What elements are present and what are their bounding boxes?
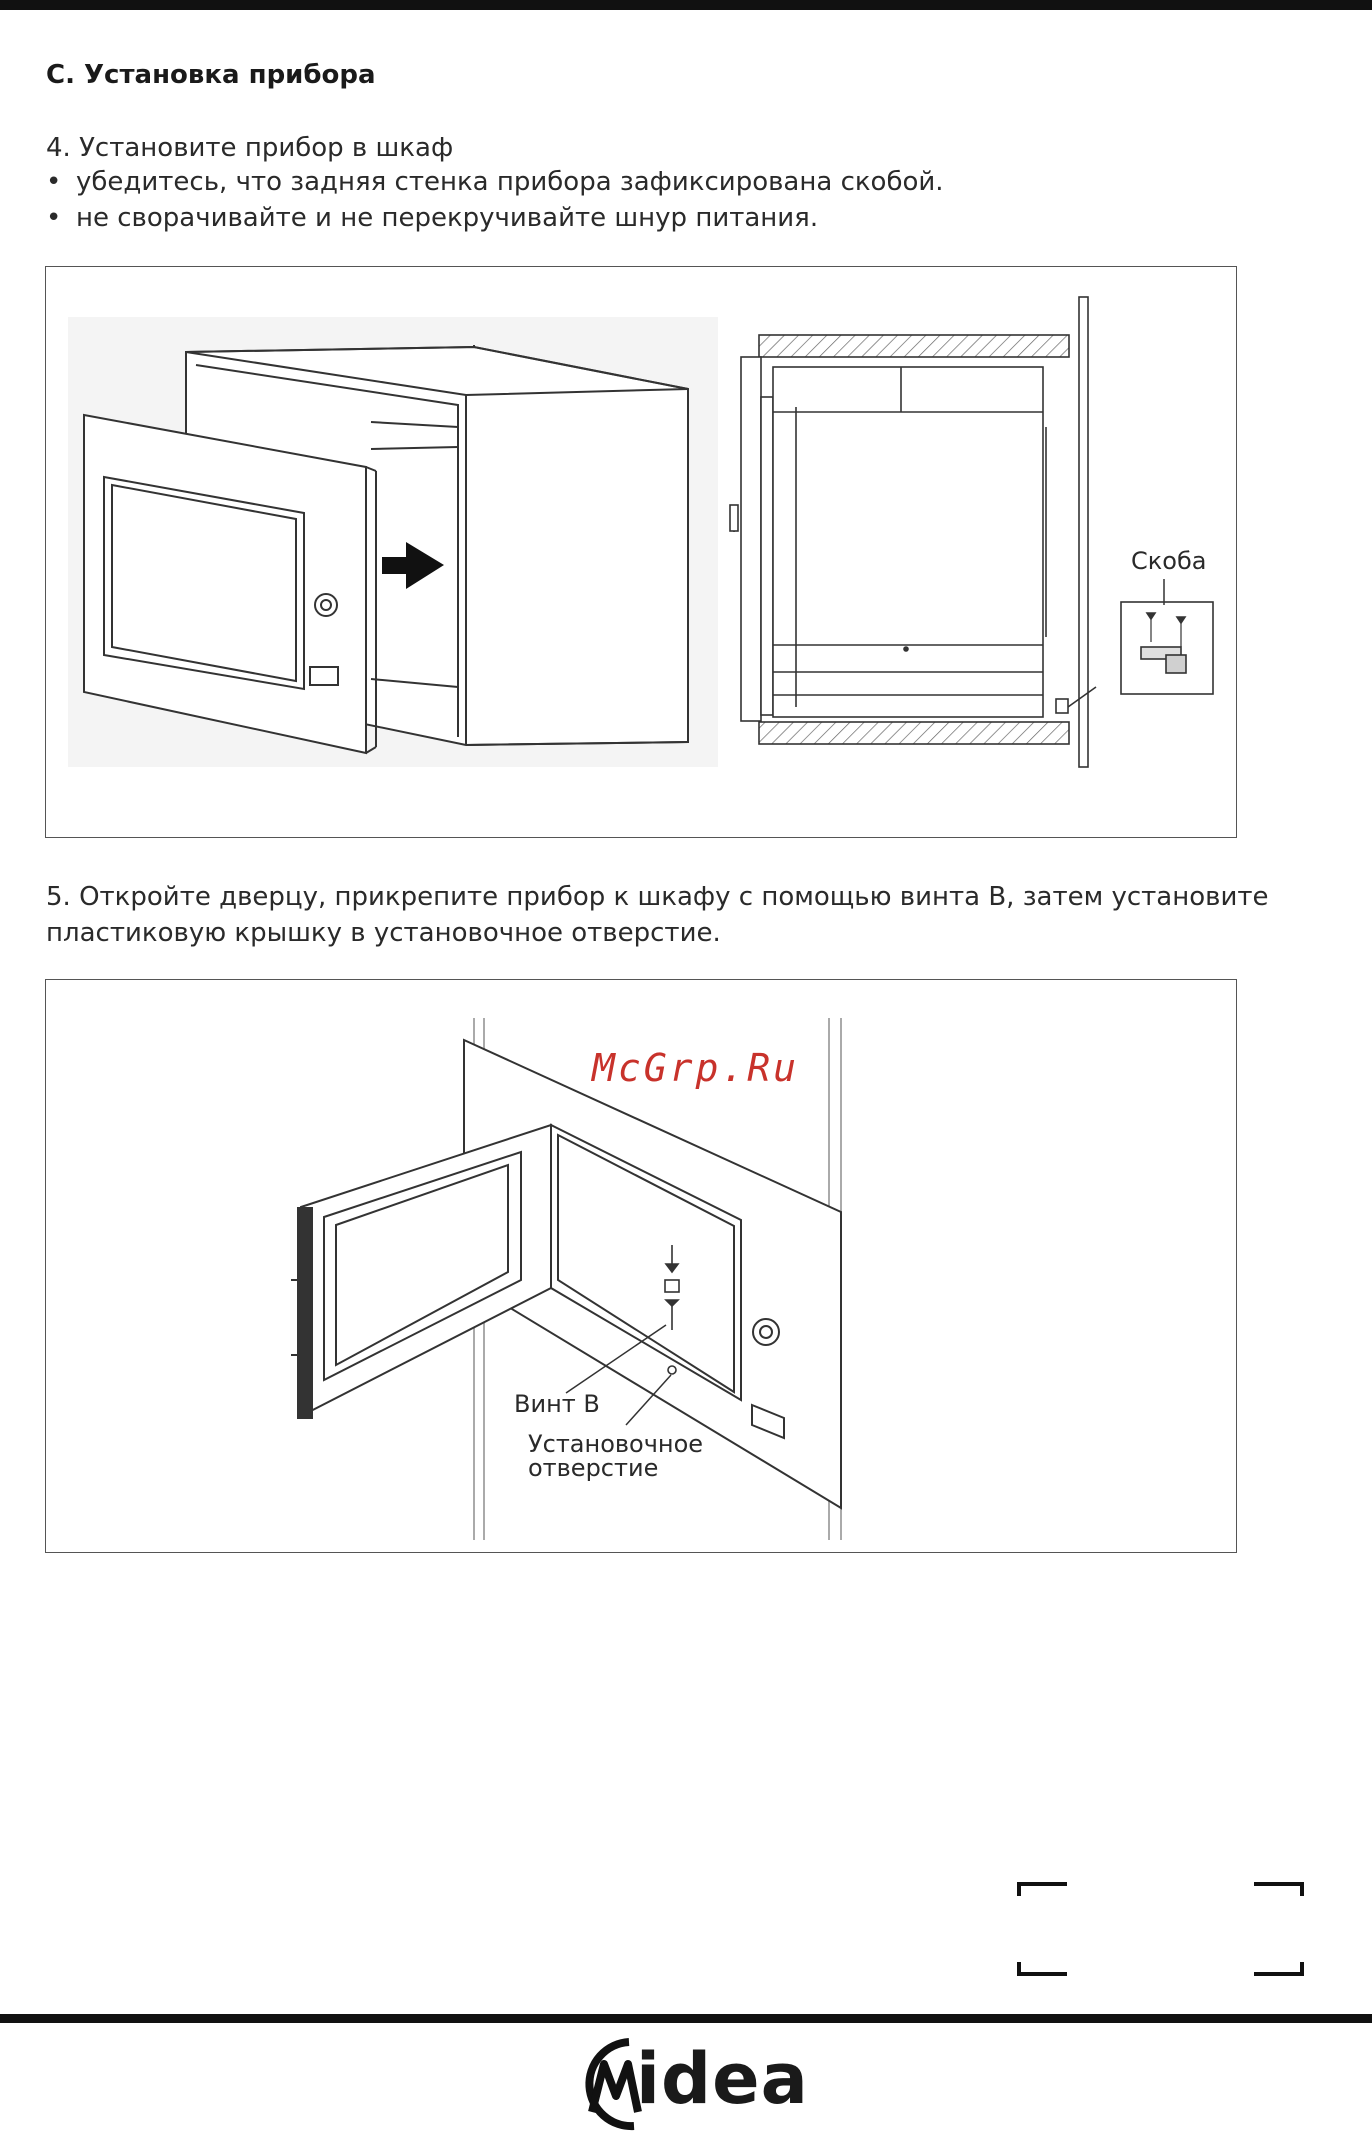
figure-install-into-cabinet bbox=[45, 266, 1237, 838]
bottom-rule bbox=[0, 2014, 1372, 2023]
step-4-heading: 4. Установите прибор в шкаф bbox=[46, 133, 454, 163]
bullet-text: не сворачивайте и не перекручивайте шнур питания. bbox=[76, 203, 819, 233]
brand-name: idea bbox=[636, 2038, 809, 2120]
install-diagram bbox=[46, 267, 1236, 837]
microwave-front-drawing bbox=[84, 415, 376, 753]
bullet-item bbox=[46, 203, 818, 233]
screw-label: Винт B bbox=[514, 1390, 600, 1418]
step-5-line-1: 5. Откройте дверцу, прикрепите прибор к шкафу с помощью винта B, затем установите bbox=[46, 882, 1269, 912]
bullet-dot: • bbox=[46, 167, 62, 197]
hole-label-line-2: отверстие bbox=[528, 1454, 659, 1482]
top-rule bbox=[0, 0, 1372, 10]
crop-mark bbox=[1017, 1962, 1067, 1976]
bracket-inset bbox=[1121, 602, 1213, 694]
crop-mark bbox=[1254, 1882, 1304, 1896]
midea-logo-icon bbox=[574, 2034, 644, 2134]
crop-mark bbox=[1017, 1882, 1067, 1896]
bullet-text: убедитесь, что задняя стенка прибора зафиксирована скобой. bbox=[76, 167, 944, 197]
bullet-dot: • bbox=[46, 203, 62, 233]
bracket-label: Скоба bbox=[1131, 547, 1207, 575]
crop-mark bbox=[1254, 1962, 1304, 1976]
hole-label-line-1: Установочное bbox=[528, 1430, 704, 1458]
door-drawing bbox=[291, 1125, 551, 1418]
section-title: С. Установка прибора bbox=[46, 60, 376, 90]
watermark: McGrp.Ru bbox=[592, 1046, 800, 1090]
bullet-item bbox=[46, 167, 944, 197]
section-drawing bbox=[730, 297, 1096, 767]
step-5-line-2: пластиковую крышку в установочное отверстие. bbox=[46, 918, 721, 948]
